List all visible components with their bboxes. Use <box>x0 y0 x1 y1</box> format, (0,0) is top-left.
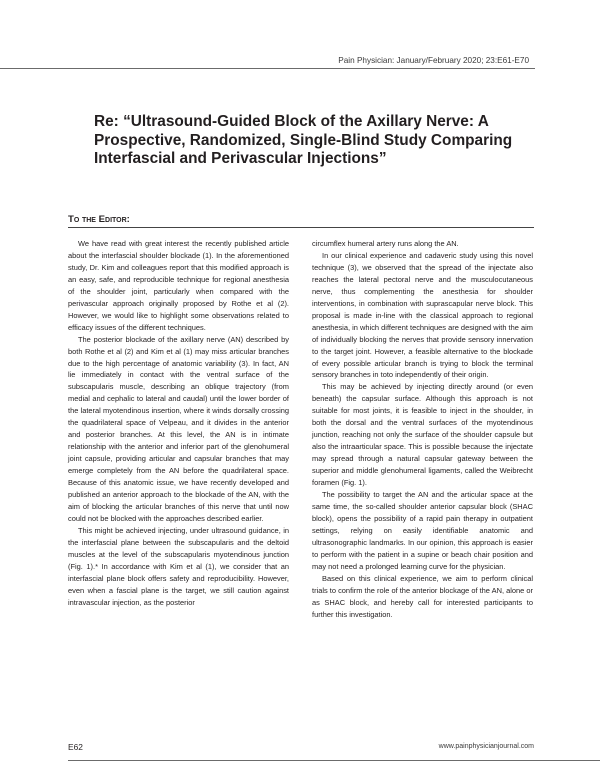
running-header: Pain Physician: January/February 2020; 23:E61-E70 <box>338 56 529 65</box>
paragraph: The possibility to target the AN and the articular space at the same time, the so-called shoulder anterior capsular block (SHAC block), opens the possibility of a rapid pain therapy in outpatient settings, relying on easily identifiable anatomic and ultrasonographic landmarks. In our opinion, this approach is easier to perform with the patient in a supine or beach chair position and may not need a prolonged learning curve for the physician. <box>312 490 533 571</box>
footer-url[interactable]: www.painphysicianjournal.com <box>438 743 534 750</box>
section-rule <box>68 227 534 228</box>
page-number: E62 <box>68 742 83 752</box>
header-rule <box>0 68 535 69</box>
paragraph: Based on this clinical experience, we aim to perform clinical trials to confirm the role of the anterior blockage of the AN, alone or as SHAC block, and hereby call for interested participants to further this investigation. <box>312 573 533 619</box>
paragraph-continuation: circumflex humeral artery runs along the AN. <box>312 239 459 248</box>
paragraph: This might be achieved injecting, under ultrasound guidance, in the interfascial plane between the subscapularis and the deltoid muscles at the level of the subscapularis myotendinous junction (Fig. 1).* In accordance with Kim et al (1), we consider that an interfascial plane block offers safety and reproducibility. However, even when a fascial plane is the target, we still caution against intravascular injection, as the posterior <box>68 525 289 607</box>
paragraph: The posterior blockade of the axillary nerve (AN) described by both Rothe et al (2) and Kim et al (1) may miss articular branches due to the high percentage of anatomic variability (3). In fact, AN lie immediately in contact with the ventral surface of the subscapularis muscle, describing an oblique trajectory (from medial and cephalic to lateral and caudal) until the lower border of the lateral myotendinous insertion, where it winds dorsally crossing the quadrilateral space of Velpeau, and it divides in the anterior and posterior branches. At this level, the AN is in intimate relationship with the anterior and inferior part of the glenohumeral joint capsule, providing articular and capsular branches that may emerge completely from the AN before the quadrilateral space. Because of this anatomic issue, we have recently developed and published an anterior approach to the blockade of the AN, with the aim of blocking the articular branches of this nerve that until now could not be blocked with the approaches described earlier. <box>68 334 289 523</box>
paragraph: We have read with great interest the recently published article about the interfascial shoulder blockade (1). In the aforementioned study, Dr. Kim and colleagues report that this modified approach is an easy, safe, and reproducible technique for regional anesthesia of the shoulder joint, particularly when compared with the perivascular approach originally proposed by Rothe et al (2). However, we would like to highlight some observations related to efficacy issues of the different techniques. <box>68 239 289 332</box>
right-column <box>312 238 533 621</box>
footer-rule <box>68 760 600 761</box>
left-column <box>68 238 289 609</box>
paragraph: In our clinical experience and cadaveric study using this novel technique (3), we observed that the spread of the injectate also reaches the lateral pectoral nerve and the musculocutaneous nerve, thus complementing the anesthesia for shoulder interventions, in combination with suprascapular nerve block. This proposal is made in-line with the classical approach to regional anesthesia, in which different techniques are designed with the aim of individually blocking the nerves that provide sensory innervation to the target joint. However, a feasible alternative to the blockade of every possible articular branch is trying to block the terminal sensory branches in toto independently of their origin. <box>312 250 533 380</box>
article-title: Re: “Ultrasound-Guided Block of the Axillary Nerve: A Prospective, Randomized, Single-Blind Study Comparing Interfascial and Perivascular Injections” <box>94 113 513 168</box>
paragraph: This may be achieved by injecting directly around (or even beneath) the capsular surface. Although this approach is not suitable for most joints, it is feasible to inject in the shoulder, in both the dorsal and the ventral surfaces of the myotendinous junction, reaching not only the surface of the shoulder capsule but also the intraarticular space. This is possible because the injectate may spread through a natural capsular gateway between the superior and middle glenohumeral ligaments, called the Weibrecht foramen (Fig. 1). <box>312 382 533 488</box>
section-heading: To the Editor: <box>68 214 130 225</box>
